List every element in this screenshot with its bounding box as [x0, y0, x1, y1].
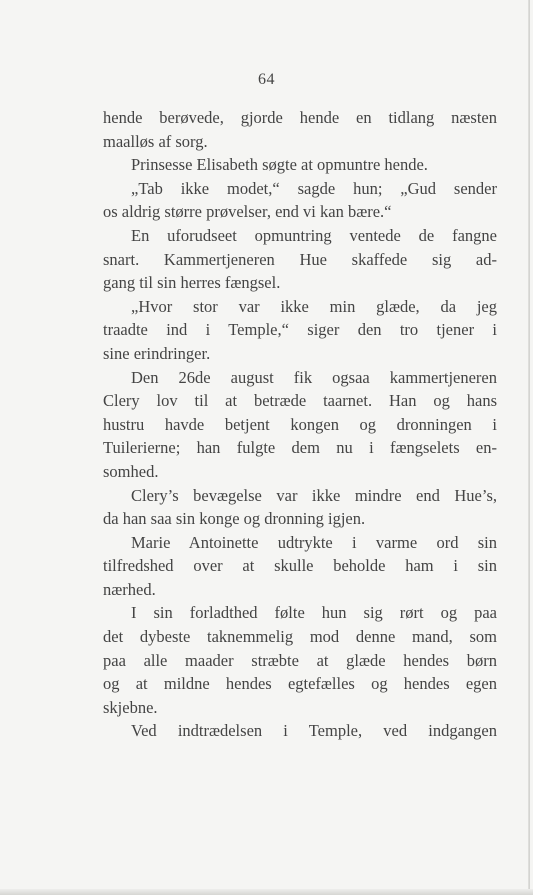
text-line: skjebne.	[103, 697, 158, 717]
text-line: Den 26de august fik ogsaa kammertjeneren	[131, 367, 497, 387]
text-line: snart. Kammertjeneren Hue skaffede sig ad-	[103, 249, 497, 269]
text-line: En uforudseet opmuntring ventede de fangne	[131, 225, 497, 245]
text-line: „Tab ikke modet,“ sagde hun; „Gud sender	[131, 178, 497, 198]
text-line: os aldrig større prøvelser, end vi kan bære.“	[103, 202, 392, 222]
text-line: tilfredshed over at skulle beholde ham i sin	[103, 556, 497, 576]
text-line: og at mildne hendes egtefælles og hendes egen	[103, 674, 497, 694]
text-line: gang til sin herres fængsel.	[103, 273, 281, 293]
text-line: hende berøvede, gjorde hende en tidlang næsten	[103, 108, 497, 127]
body-text	[103, 106, 497, 743]
text-line: maalløs af sorg.	[103, 131, 208, 151]
text-line: nærhed.	[103, 579, 156, 599]
text-line: paa alle maader stræbte at glæde hendes børn	[103, 650, 497, 670]
page-edge-right	[528, 0, 530, 895]
text-line: somhed.	[103, 461, 159, 481]
text-line: det dybeste taknemmelig mod denne mand, som	[103, 627, 497, 647]
page-edge-bottom	[0, 889, 533, 895]
text-line: traadte ind i Temple,“ siger den tro tjener i	[103, 320, 497, 340]
text-line: sine erindringer.	[103, 343, 211, 363]
text-line: Tuilerierne; han fulgte dem nu i fængselets en-	[103, 438, 497, 458]
text-line: Marie Antoinette udtrykte i varme ord sin	[131, 532, 497, 552]
text-line: hustru havde betjent kongen og dronningen i	[103, 414, 497, 434]
text-line: Ved indtrædelsen i Temple, ved indgangen	[131, 721, 497, 741]
text-line: I sin forladthed følte hun sig rørt og paa	[131, 603, 497, 623]
text-line: „Hvor stor var ikke min glæde, da jeg	[131, 296, 497, 316]
text-line: da han saa sin konge og dronning igjen.	[103, 509, 366, 529]
text-line: Clery lov til at betræde taarnet. Han og hans	[103, 391, 497, 411]
text-line: Prinsesse Elisabeth søgte at opmuntre hende.	[131, 155, 428, 175]
page-number: 64	[258, 71, 275, 88]
text-line: Clery’s bevægelse var ikke mindre end Hue’s,	[131, 485, 497, 505]
